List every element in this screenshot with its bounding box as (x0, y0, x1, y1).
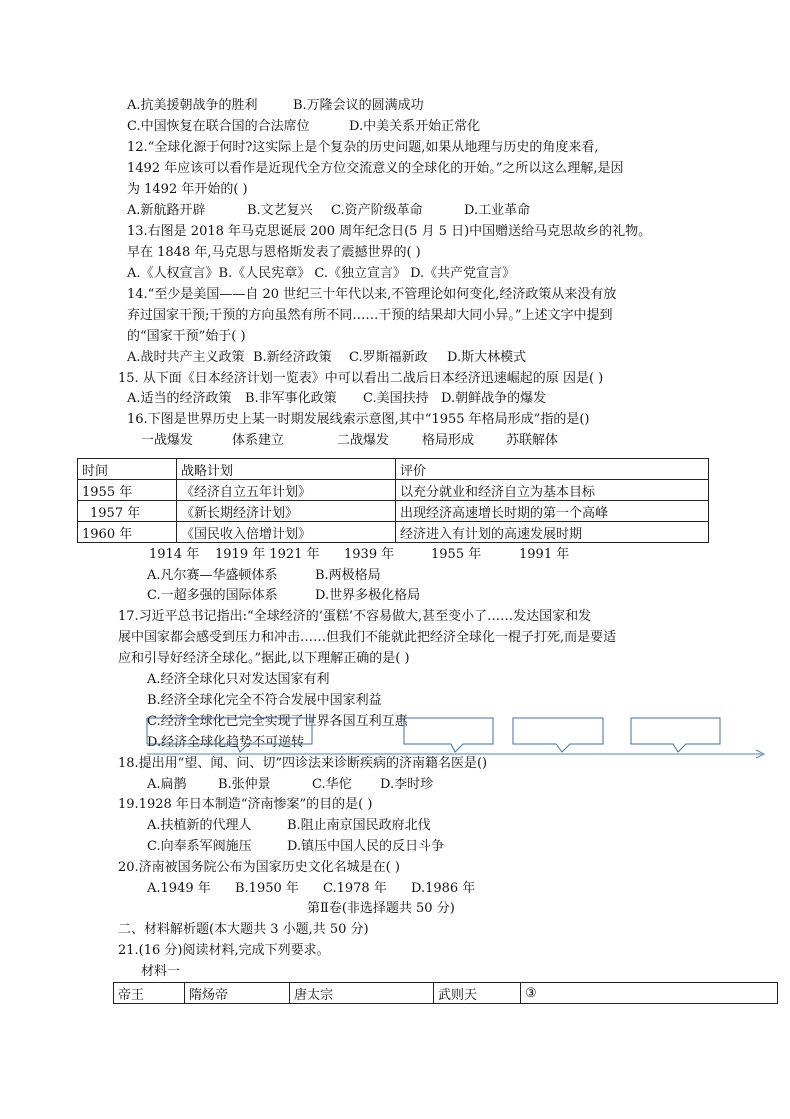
q14-option-d: D.斯大林模式 (447, 350, 527, 365)
q14-option-b: B.新经济政策 (253, 350, 332, 365)
table-cell: 经济进入有计划的高速发展时期 (396, 522, 709, 543)
q12-stem-line3: 为 1492 年开始的( ) (127, 182, 248, 197)
q20-option-d: D.1986 年 (411, 881, 476, 896)
q19-option-b: B.阻止南京国民政府北伐 (287, 818, 431, 833)
q12-option-c: C.资产阶级革命 (331, 203, 423, 218)
callout-box (513, 718, 603, 752)
table-cell: 唐太宗 (290, 983, 434, 1004)
q16-option-d: D.世界多极化格局 (315, 588, 421, 603)
q16-option-a: A.凡尔赛—华盛顿体系 (147, 568, 278, 583)
table-cell: ③ (521, 983, 778, 1004)
q15-option-c: C.美国扶持 (363, 391, 429, 406)
year-label: 1955 年 (431, 547, 482, 562)
q20-stem: 20.济南被国务院公布为国家历史文化名城是在( ) (118, 860, 400, 875)
q14-stem-line2: 弃过国家干预;干预的方向虽然有所不同……干预的结果却大同小异。”上述文字中提到 (127, 308, 613, 323)
q16-option-c: C.一超多强的国际体系 (147, 588, 278, 603)
q12-option-d: D.工业革命 (464, 203, 531, 218)
q19-options-row1 (147, 817, 431, 835)
q21-stem: 21.(16 分)阅读材料,完成下列要求。 (118, 943, 330, 958)
table-header-cell: 评价 (396, 459, 709, 480)
table-header-cell: 时间 (78, 459, 177, 480)
q14-stem-line1: 14.“至少是美国——自 20 世纪三十年代以来,不管理论如何变化,经济政策从来没有放 (127, 287, 617, 302)
callout-box (147, 718, 312, 752)
q15-option-d: D.朝鲜战争的爆发 (441, 391, 547, 406)
q17-option-c: C.经济全球化已完全实现了世界各国互利互惠 (147, 714, 408, 729)
q17-stem-line1: 17.习近平总书记指出:“全球经济的‘蛋糕’不容易做大,甚至变小了……发达国家和发 (118, 609, 592, 624)
event-system: 体系建立 (232, 433, 285, 448)
q12-stem-line2: 1492 年应该可以看作是近现代全方位交流意义的全球化的开始。”之所以这么理解,是因 (127, 161, 624, 176)
callout-box (631, 718, 720, 752)
q18-option-c: C.华佗 (312, 777, 352, 792)
table-cell: 隋炀帝 (185, 983, 290, 1004)
q19-option-a: A.扶植新的代理人 (147, 818, 252, 833)
q13-stem-line2: 早在 1848 年,马克思与恩格斯发表了震撼世界的( ) (127, 245, 421, 260)
volume-title: 第Ⅱ卷(非选择题共 50 分) (307, 901, 455, 916)
section-heading: 二、材料解析题(本大题共 3 小题,共 50 分) (118, 922, 369, 937)
event-wwii: 二战爆发 (337, 433, 390, 448)
q14-stem-line3: 的“国家干预”始于( ) (127, 329, 246, 344)
q12-option-b: B.文艺复兴 (247, 203, 313, 218)
q17-option-d: D.经济全球化趋势不可逆转 (147, 735, 305, 750)
q18-option-b: B.张仲景 (218, 777, 271, 792)
q11-option-b: B.万隆会议的圆满成功 (293, 98, 424, 113)
q16-stem: 16.下图是世界历史上某一时期发展线索示意图,其中“1955 年格局形成”指的是() (127, 412, 590, 427)
table-cell: 1955 年 (78, 480, 177, 501)
q14-option-c: C.罗斯福新政 (349, 350, 428, 365)
table-cell: 武则天 (434, 983, 521, 1004)
q14-option-a: A.战时共产主义政策 (127, 350, 245, 365)
table-cell: 《新长期经济计划》 (177, 501, 396, 522)
table-cell: 帝王 (114, 983, 185, 1004)
q15-stem: 15. 从下面《日本经济计划一览表》中可以看出二战后日本经济迅速崛起的原 因是( ) (118, 371, 604, 386)
table-cell: 《国民收入倍增计划》 (177, 522, 396, 543)
q17-option-b: B.经济全球化完全不符合发展中国家利益 (147, 693, 382, 708)
q19-stem: 19.1928 年日本制造“济南惨案”的目的是( ) (118, 797, 373, 812)
q13-stem-line1: 13.右图是 2018 年马克思诞辰 200 周年纪念日(5 月 5 日)中国赠送给马克思故乡的礼物。 (127, 224, 652, 239)
table-cell: 1960 年 (78, 522, 177, 543)
q17-option-a: A.经济全球化只对发达国家有利 (147, 672, 330, 687)
q13-options: A.《人权宣言》B.《人民宪章》 C.《独立宣言》 D.《共产党宣言》 (127, 266, 516, 281)
q17-stem-line3: 应和引导好经济全球化。”据此,以下理解正确的是( ) (118, 651, 410, 666)
table-header-cell: 战略计划 (177, 459, 396, 480)
callout-box (404, 718, 493, 752)
q16-option-b: B.两极格局 (315, 568, 381, 583)
table-cell: 《经济自立五年计划》 (177, 480, 396, 501)
q12-option-a: A.新航路开辟 (127, 203, 206, 218)
year-label: 1991 年 (519, 547, 570, 562)
q18-option-d: D.李时珍 (380, 777, 434, 792)
q20-options (147, 880, 475, 898)
q18-stem: 18.提出用“望、闻、问、切”四诊法来诊断疾病的济南籍名医是() (118, 756, 488, 771)
table-cell: 以充分就业和经济自立为基本目标 (396, 480, 709, 501)
q11-option-d: D.中美关系开始正常化 (349, 119, 481, 134)
q20-option-b: B.1950 年 (235, 881, 299, 896)
q12-stem-line1: 12.“全球化源于何时?这实际上是个复杂的历史问题,如果从地理与历史的角度来看, (127, 140, 599, 155)
q11-option-a: A.抗美援朝战争的胜利 (127, 98, 258, 113)
q20-option-a: A.1949 年 (147, 881, 211, 896)
table-row (114, 983, 778, 1004)
year-label: 1914 年 (149, 547, 200, 562)
table-cell: 1957 年 (78, 501, 177, 522)
q17-stem-line2: 展中国家都会感受到压力和冲击……但我们不能就此把经济全球化一棍子打死,而是要适 (118, 630, 617, 645)
q18-options (147, 776, 433, 794)
q15-option-a: A.适当的经济政策 (127, 391, 232, 406)
q20-option-c: C.1978 年 (323, 881, 387, 896)
event-wwi: 一战爆发 (141, 433, 194, 448)
table-cell: 出现经济高速增长时期的第一个高峰 (396, 501, 709, 522)
q15-option-b: B.非军事化政策 (245, 391, 337, 406)
q19-options-row2 (147, 838, 444, 856)
q19-option-d: D.镇压中国人民的反日斗争 (287, 839, 445, 854)
q18-option-a: A.扁鹊 (147, 777, 187, 792)
material-label: 材料一 (141, 964, 181, 979)
year-label: 1939 年 (344, 547, 395, 562)
q11-option-c: C.中国恢复在联合国的合法席位 (127, 119, 310, 134)
event-ussr-collapse: 苏联解体 (506, 433, 559, 448)
q19-option-c: C.向奉系军阀施压 (147, 839, 252, 854)
event-pattern: 格局形成 (422, 433, 475, 448)
year-label: 1919 年 1921 年 (215, 547, 320, 562)
emperor-table (113, 982, 778, 1004)
